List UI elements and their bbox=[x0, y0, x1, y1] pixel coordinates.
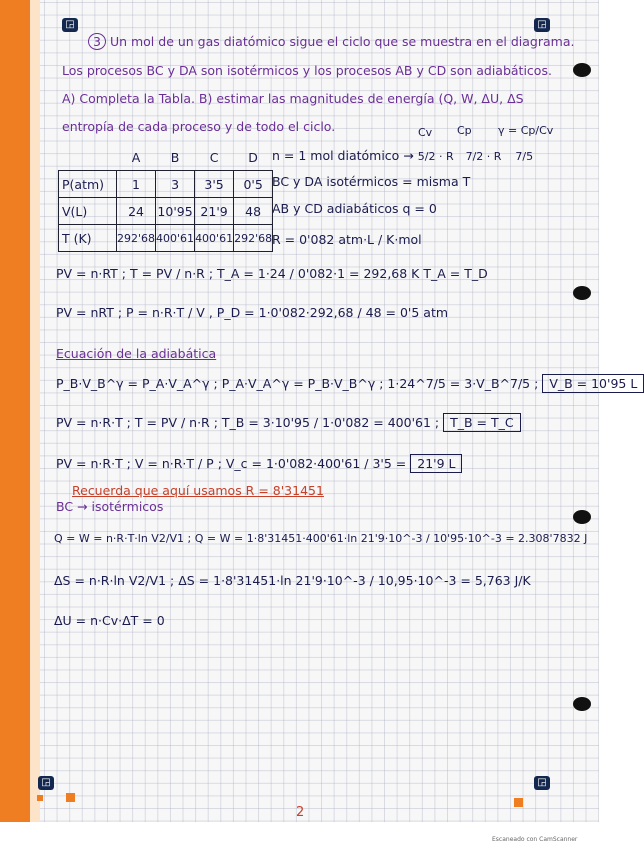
table-cell: 0'5 bbox=[234, 171, 273, 198]
table-header-cell: D bbox=[248, 149, 258, 165]
reminder-note: Recuerda que aquí usamos R = 8'31451 bbox=[72, 483, 324, 498]
gamma-expression: γ = Cp/Cv bbox=[498, 124, 554, 137]
problem-number: 3 bbox=[88, 33, 106, 50]
table-cell: 3 bbox=[156, 171, 195, 198]
scanner-watermark: Escaneado con CamScanner bbox=[492, 836, 578, 843]
page-number: 2 bbox=[296, 805, 305, 820]
table-cell: 21'9 bbox=[195, 198, 234, 225]
table-header-row bbox=[59, 144, 273, 171]
table-header-cell: B bbox=[170, 149, 180, 165]
state-table bbox=[58, 144, 273, 252]
row-label: T (K) bbox=[59, 225, 117, 252]
binder-ring-hole bbox=[573, 286, 591, 300]
gamma-value: 7/5 bbox=[515, 150, 534, 163]
eq-pressure-d: PV = nRT ; P = n·R·T / V , P_D = 1·0'082·292,68 / 48 = 0'5 atm bbox=[56, 305, 449, 320]
table-cell: 400'61 bbox=[195, 225, 234, 252]
table-cell: 292'68 bbox=[117, 225, 156, 252]
orange-square-mark bbox=[514, 798, 523, 807]
orange-page-edge bbox=[0, 0, 30, 822]
result-box-vc: 21'9 L bbox=[410, 454, 462, 473]
cp-value: 7/2 · R bbox=[465, 150, 502, 163]
gas-constant: R = 0'082 atm·L / K·mol bbox=[272, 232, 422, 247]
table-cell: 48 bbox=[234, 198, 273, 225]
corner-mark-icon: ◲ bbox=[534, 776, 550, 790]
binder-ring-hole bbox=[573, 697, 591, 711]
cv-value: 5/2 · R bbox=[417, 150, 454, 163]
result-box-tb: T_B = T_C bbox=[443, 413, 521, 432]
row-label: P(atm) bbox=[59, 171, 117, 198]
adiabatic-note: AB y CD adiabáticos q = 0 bbox=[272, 201, 437, 216]
table-cell: 10'95 bbox=[156, 198, 195, 225]
corner-mark-icon: ◲ bbox=[534, 18, 550, 32]
eq-adiabatic: P_B·V_B^γ = P_A·V_A^γ ; P_A·V_A^γ = P_B·V_B^γ ; 1·24^7/5 = 3·V_B^7/5 ; V_B = 10'95 L bbox=[56, 376, 644, 391]
page-edge-highlight bbox=[30, 0, 40, 822]
problem-line-1: 3 Un mol de un gas diatómico sigue el ciclo que se muestra en el diagrama. bbox=[88, 34, 574, 49]
table-header-cell bbox=[59, 144, 117, 171]
moles-line: n = 1 mol diatómico → 5/2 · R 7/2 · R 7/5 bbox=[272, 148, 534, 163]
row-label: V(L) bbox=[59, 198, 117, 225]
table-header-cell: A bbox=[131, 149, 141, 165]
bc-isothermal-title: BC → isotérmicos bbox=[56, 499, 164, 514]
isothermal-note: BC y DA isotérmicos = misma T bbox=[272, 174, 471, 189]
corner-mark-icon: ◲ bbox=[38, 776, 54, 790]
eq-temperature-b: PV = n·R·T ; T = PV / n·R ; T_B = 3·10'95 / 1·0'082 = 400'61 ; T_B = T_C bbox=[56, 415, 521, 430]
corner-mark-icon: ◲ bbox=[62, 18, 78, 32]
adiabatic-title: Ecuación de la adiabática bbox=[56, 346, 217, 361]
orange-square-mark bbox=[66, 793, 75, 802]
table-row bbox=[59, 198, 273, 225]
eq-heat-work: Q = W = n·R·T·ln V2/V1 ; Q = W = 1·8'31451·400'61·ln 21'9·10^-3 / 10'95·10^-3 = 2.308'7832 J bbox=[54, 532, 588, 545]
orange-square-mark bbox=[37, 795, 43, 801]
eq-entropy: ΔS = n·R·ln V2/V1 ; ΔS = 1·8'31451·ln 21'9·10^-3 / 10,95·10^-3 = 5,763 J/K bbox=[54, 573, 531, 588]
cp-label: Cp bbox=[457, 124, 472, 137]
binder-ring-hole bbox=[573, 63, 591, 77]
eq-internal-energy: ΔU = n·Cv·ΔT = 0 bbox=[54, 613, 165, 628]
table-row bbox=[59, 225, 273, 252]
table-cell: 24 bbox=[117, 198, 156, 225]
eq-temperature-a: PV = n·RT ; T = PV / n·R ; T_A = 1·24 / 0'082·1 = 292,68 K T_A = T_D bbox=[56, 266, 488, 281]
table-row bbox=[59, 171, 273, 198]
table-cell: 400'61 bbox=[156, 225, 195, 252]
table-cell: 3'5 bbox=[195, 171, 234, 198]
table-cell: 1 bbox=[117, 171, 156, 198]
table-header-cell: C bbox=[209, 149, 219, 165]
eq-volume-c: PV = n·R·T ; V = n·R·T / P ; V_c = 1·0'082·400'61 / 3'5 = 21'9 L bbox=[56, 456, 462, 471]
problem-line-2: Los procesos BC y DA son isotérmicos y los procesos AB y CD son adiabáticos. bbox=[62, 63, 552, 78]
problem-line-3: A) Completa la Tabla. B) estimar las magnitudes de energía (Q, W, ΔU, ΔS bbox=[62, 91, 524, 106]
binder-ring-hole bbox=[573, 510, 591, 524]
problem-line-4: entropía de cada proceso y de todo el ciclo. bbox=[62, 119, 336, 134]
result-box-vb: V_B = 10'95 L bbox=[542, 374, 644, 393]
cv-label: Cv bbox=[418, 126, 433, 139]
table-cell: 292'68 bbox=[234, 225, 273, 252]
